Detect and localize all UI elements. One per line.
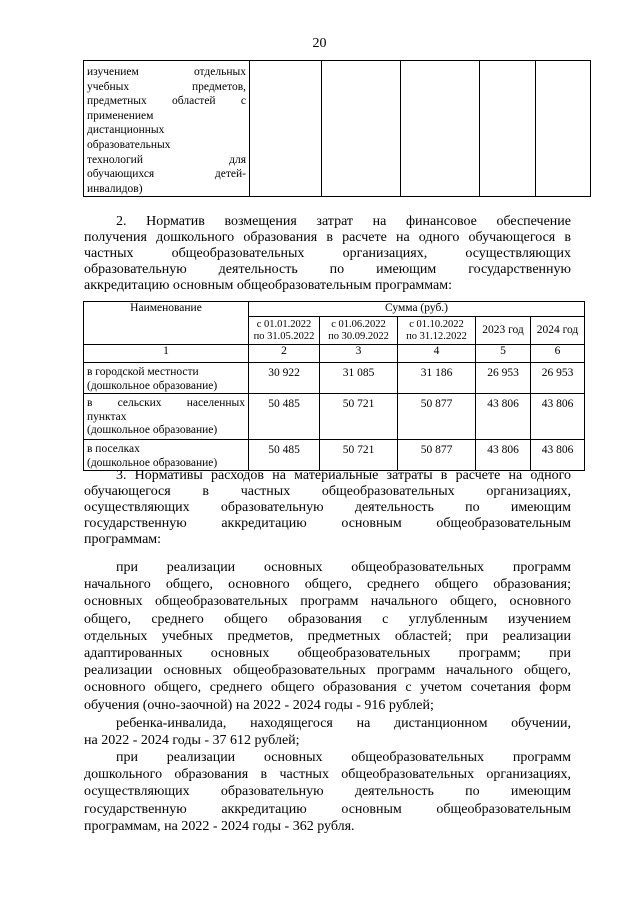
cell-value: 50 877 — [398, 394, 476, 440]
text-line: дошкольного образования в частных общеобразовательных организациях, — [84, 767, 571, 783]
cell-value: 50 721 — [320, 440, 398, 471]
col-number: 4 — [398, 345, 476, 363]
text-line: основного общего, среднего общего образования с учетом сочетания форм — [84, 680, 571, 696]
text-line: программам: — [84, 532, 162, 547]
cont-line: учебных предметов, — [87, 80, 246, 93]
section-3-paragraph-3 — [84, 749, 571, 835]
text-line: общего, среднего общего образования с углубленным изучением — [84, 611, 571, 627]
cell-value: 50 721 — [320, 394, 398, 440]
col-number: 2 — [249, 345, 320, 363]
section-3-paragraph-2 — [84, 715, 571, 749]
text-line: получения дошкольного образования в расчете на одного обучающегося в — [84, 230, 571, 245]
continued-name-cell — [84, 61, 250, 197]
cell-value: 43 806 — [531, 394, 585, 440]
row-name: в сельских населенных пунктах (дошкольное образование) — [84, 394, 249, 440]
col-number: 5 — [476, 345, 531, 363]
period-header: с 01.10.2022 по 31.12.2022 — [398, 317, 476, 345]
page-number: 20 — [312, 36, 327, 51]
text-line: обучающегося в частных общеобразовательных организациях, — [84, 484, 571, 499]
text-line: основных общеобразовательных программ начального общего, основного — [84, 594, 571, 610]
text-line: частных общеобразовательных организациях, осуществляющих — [84, 246, 571, 261]
table-row — [84, 440, 585, 471]
text-line: программам, на 2022 - 2024 годы - 362 рубля. — [84, 818, 355, 834]
text-line: осуществляющих образовательную деятельность по имеющим — [84, 784, 571, 800]
col-number: 6 — [531, 345, 585, 363]
cont-line: обучающихся детей- — [87, 168, 246, 181]
text-line: при реализации основных общеобразовательных программ — [116, 750, 571, 765]
cont-line: технологий для — [87, 153, 246, 166]
empty-cell — [536, 61, 591, 197]
text-line: ребенка-инвалида, находящегося на дистанционном обучении, — [116, 716, 571, 731]
table-row — [84, 363, 585, 394]
header-name: Наименование — [84, 302, 249, 345]
cell-value: 50 485 — [249, 394, 320, 440]
cell-value: 43 806 — [531, 440, 585, 471]
empty-cell — [250, 61, 322, 197]
text-line: отдельных учебных предметов, предметных областей; при реализации — [84, 628, 571, 644]
continued-table — [83, 60, 591, 197]
period-header: с 01.06.2022 по 30.09.2022 — [320, 317, 398, 345]
cell-value: 31 186 — [398, 363, 476, 394]
text-line: адаптированных основных общеобразовательных программ; при — [84, 646, 571, 662]
cont-line: дистанционных — [87, 124, 165, 137]
table-row — [84, 394, 585, 440]
section-3-paragraph-1 — [84, 559, 571, 714]
empty-cell — [322, 61, 401, 197]
text-line: начального общего, основного общего, среднего общего образования; — [84, 577, 571, 593]
text-line: государственную аккредитацию основным общеобразовательным — [84, 516, 571, 531]
header-sum: Сумма (руб.) — [249, 302, 585, 317]
text-line: при реализации основных общеобразовательных программ — [116, 560, 571, 575]
empty-cell — [480, 61, 536, 197]
cont-line: образовательных — [87, 138, 171, 151]
text-line: государственную аккредитацию основным общеобразовательным — [84, 801, 571, 817]
cont-line: инвалидов) — [87, 182, 143, 195]
cell-value: 43 806 — [476, 394, 531, 440]
text-line: 3. Нормативы расходов на материальные затраты в расчете на одного — [116, 468, 571, 483]
cont-line: изучением отдельных — [87, 66, 246, 78]
section-2-text — [84, 214, 571, 294]
text-line: образовательную деятельность по имеющим государственную — [84, 262, 571, 277]
cell-value: 26 953 — [476, 363, 531, 394]
empty-cell — [401, 61, 480, 197]
year-header-2024: 2024 год — [531, 317, 585, 345]
text-line: 2. Норматив возмещения затрат на финансовое обеспечение — [116, 214, 571, 229]
cell-value: 31 085 — [320, 363, 398, 394]
text-line: осуществляющих образовательную деятельность по имеющим — [84, 500, 571, 515]
text-line: реализации основных общеобразовательных программ начального общего, — [84, 663, 571, 679]
col-number: 1 — [84, 345, 249, 363]
cell-value: 50 485 — [249, 440, 320, 471]
cell-value: 26 953 — [531, 363, 585, 394]
row-name: в городской местности (дошкольное образование) — [84, 363, 249, 394]
section-3-intro — [84, 468, 571, 548]
col-number: 3 — [320, 345, 398, 363]
text-line: аккредитацию основным общеобразовательным программам: — [84, 278, 453, 293]
text-line: обучения (очно-заочной) на 2022 - 2024 годы - 916 рублей; — [84, 697, 434, 713]
text-line: на 2022 - 2024 годы - 37 612 рублей; — [84, 733, 300, 749]
cell-value: 50 877 — [398, 440, 476, 471]
norms-table — [83, 301, 585, 471]
cell-value: 43 806 — [476, 440, 531, 471]
row-name: в поселках (дошкольное образование) — [84, 440, 249, 471]
period-header: с 01.01.2022 по 31.05.2022 — [249, 317, 320, 345]
cont-line: применением — [87, 109, 154, 122]
cont-line: предметных областей с — [87, 95, 246, 108]
cell-value: 30 922 — [249, 363, 320, 394]
year-header-2023: 2023 год — [476, 317, 531, 345]
